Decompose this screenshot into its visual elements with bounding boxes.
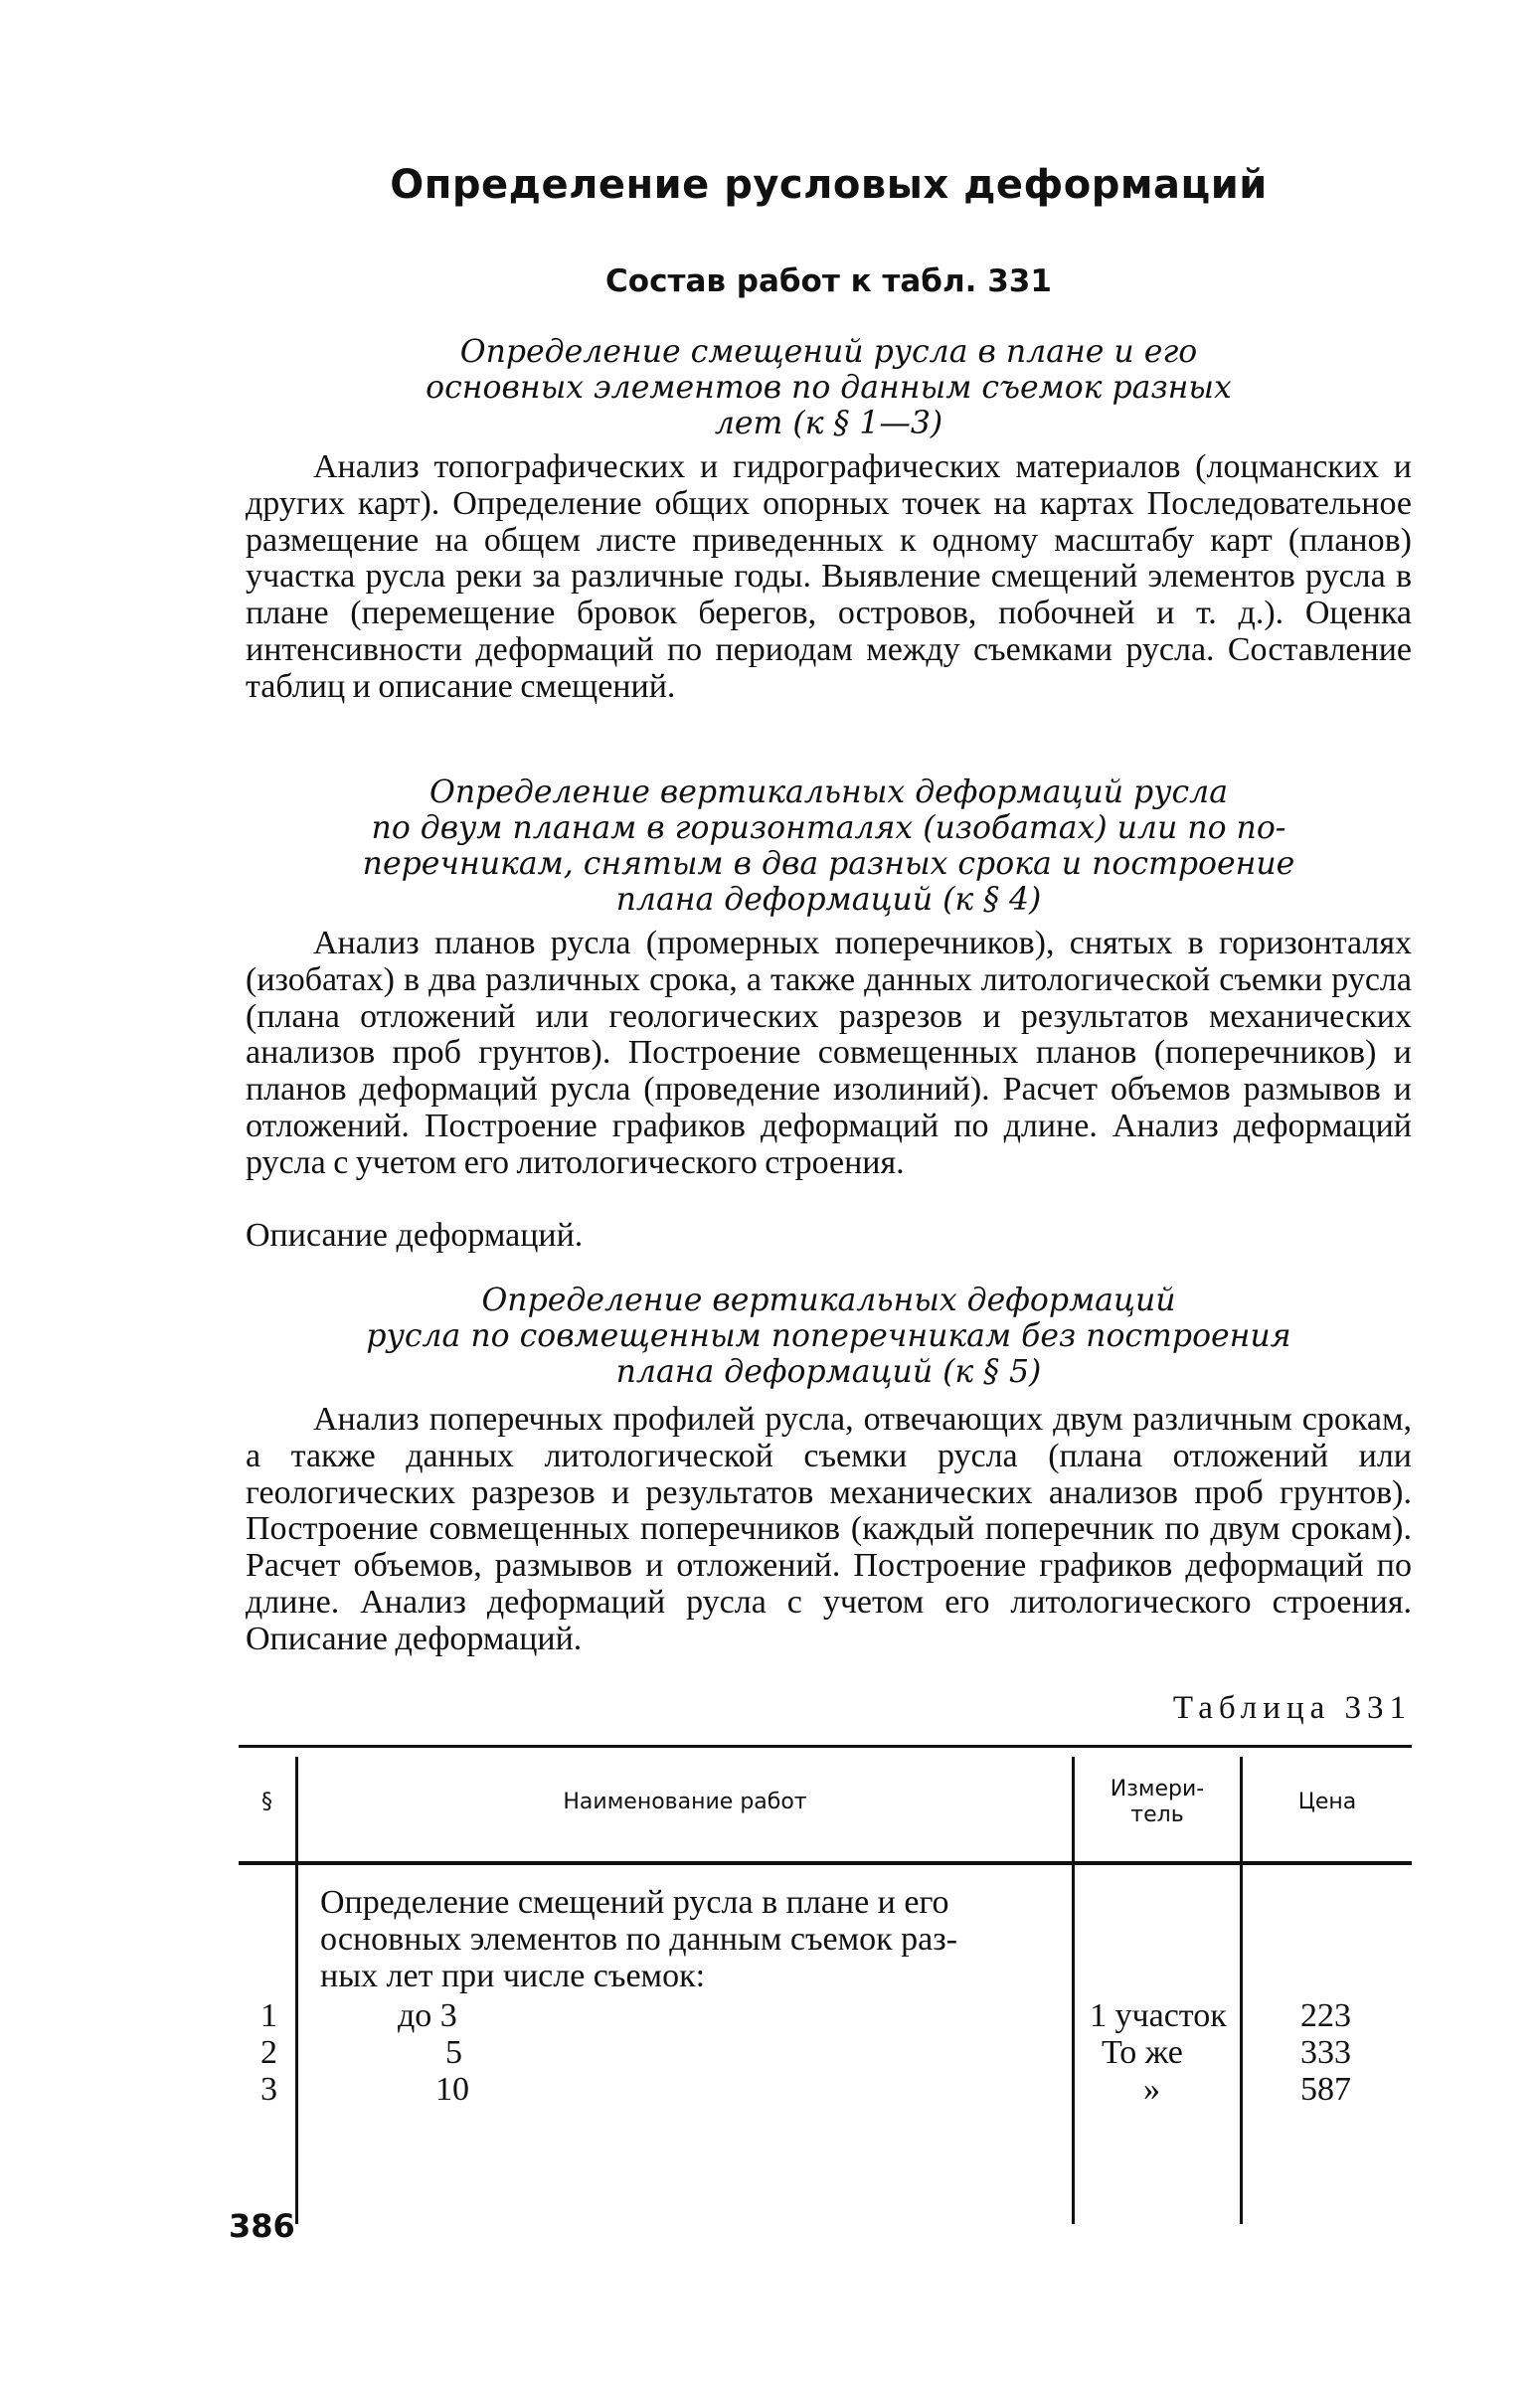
row-2-unit: То же (1102, 2034, 1183, 2071)
table-header-rule (239, 1861, 1412, 1865)
row-3-name: 10 (435, 2071, 469, 2108)
row-2-price: 333 (1300, 2034, 1351, 2071)
header-name: Наименование работ (563, 1790, 807, 1814)
row-1-name: до 3 (398, 1997, 457, 2034)
row-1-unit: 1 участок (1090, 1997, 1227, 2034)
section-3-text: Анализ поперечных профилей русла, отвечающих двум различным срокам, а также данных литологической съемки русла (плана отложений или геологических разрезов и результатов механических анализов проб грунтов). Построение совмещенных поперечников (каждый поперечник по двум срокам). Расчет объемов, размывов и отложений. Построение графиков деформаций по длине. Анализ деформаций русла с учетом его литологического строения. Описание деформаций. (246, 1401, 1412, 1657)
table-divider-1 (295, 1757, 298, 2224)
row-3-unit: » (1143, 2071, 1160, 2108)
price-table (239, 1745, 1412, 2232)
row-2-name: 5 (445, 2034, 462, 2071)
section-2-tail: Описание деформаций. (246, 1217, 584, 1254)
row-2-num: 2 (260, 2034, 277, 2071)
section-2-text: Анализ планов русла (промерных поперечников), снятых в горизонталях (изобатах) в два различных срока, а также данных литологической съемки русла (плана отложений или геологических разрезов и результатов механических анализов проб грунтов). Построение совмещенных планов (поперечников) и планов деформаций русла (проведение изолиний). Расчет объемов размывов и отложений. Построение графиков деформаций по длине. Анализ деформаций русла с учетом его литологического строения. (246, 925, 1412, 1181)
page-number: 386 (229, 2207, 295, 2245)
table-top-rule (239, 1745, 1412, 1748)
header-unit: Измери- тель (1110, 1777, 1205, 1827)
group-description: Определение смещений русла в плане и его основных элементов по данным съемок раз- ных лет при числе съемок: (320, 1884, 958, 1994)
page-title: Определение русловых деформаций (390, 162, 1268, 208)
row-1-price: 223 (1300, 1997, 1351, 2034)
section-2-heading: Определение вертикальных деформаций русла по двум планам в горизонталях (изобатах) или по по- перечникам, снятым в два разных срока и построение плана деформаций (к § 4) (362, 774, 1295, 918)
row-3-num: 3 (260, 2071, 277, 2108)
row-1-num: 1 (260, 1997, 277, 2034)
section-1-text: Анализ топографических и гидрографических материалов (лоцманских и других карт). Определение общих опорных точек на картах Последовательное размещение на общем листе приведенных к одному масштабу карт (планов) участка русла реки за различные годы. Выявление смещений элементов русла в плане (перемещение бровок берегов, островов, побочней и т. д.). Оценка интенсивности деформаций по периодам между съемками русла. Составление таблиц и описание смещений. (246, 448, 1412, 705)
header-section: § (261, 1790, 272, 1814)
page-subtitle: Состав работ к табл. 331 (605, 263, 1052, 299)
table-divider-3 (1240, 1757, 1243, 2224)
header-price: Цена (1297, 1790, 1357, 1814)
row-3-price: 587 (1300, 2071, 1351, 2108)
table-label: Таблица 331 (1172, 1690, 1412, 1726)
section-3-heading: Определение вертикальных деформаций русла по совмещенным поперечникам без построения плана деформаций (к § 5) (366, 1283, 1291, 1390)
section-1-heading: Определение смещений русла в плане и его основных элементов по данным съемок разных лет (к § 1—3) (426, 334, 1232, 441)
